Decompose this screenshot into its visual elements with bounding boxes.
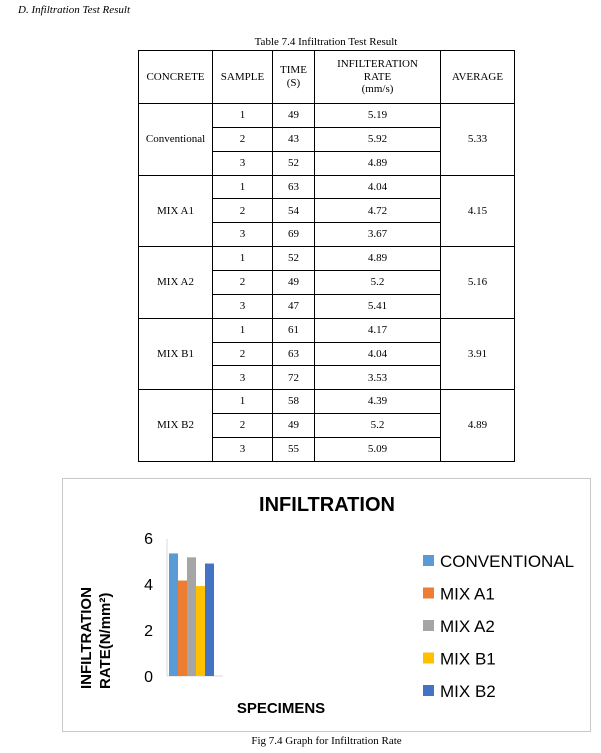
legend-label: MIX A2 xyxy=(440,617,495,636)
rate-cell: 4.39 xyxy=(315,390,441,414)
time-cell: 47 xyxy=(273,294,315,318)
infiltration-chart xyxy=(62,478,591,732)
header-average: AVERAGE xyxy=(441,51,515,104)
sample-cell: 2 xyxy=(213,199,273,223)
average-cell: 5.33 xyxy=(441,104,515,176)
table-row xyxy=(139,104,515,128)
rate-cell: 5.92 xyxy=(315,127,441,151)
legend-swatch xyxy=(423,685,434,696)
concrete-cell: MIX A1 xyxy=(139,175,213,247)
table-caption: Table 7.4 Infiltration Test Result xyxy=(254,36,398,48)
table-header-row xyxy=(139,51,515,104)
bar-mix-b1 xyxy=(196,586,205,676)
rate-cell: 4.89 xyxy=(315,151,441,175)
header-rate xyxy=(315,51,441,104)
average-cell: 5.16 xyxy=(441,247,515,319)
x-axis-title: SPECIMENS xyxy=(236,700,326,717)
time-cell: 49 xyxy=(273,104,315,128)
header-rate-line2: RATE xyxy=(363,70,392,83)
header-time xyxy=(273,51,315,104)
time-cell: 55 xyxy=(273,438,315,462)
sample-cell: 2 xyxy=(213,271,273,295)
rate-cell: 5.19 xyxy=(315,104,441,128)
header-time-line1: TIME xyxy=(280,64,307,77)
legend-label: MIX B2 xyxy=(440,682,496,701)
rate-cell: 5.2 xyxy=(315,271,441,295)
y-axis-title-line1: INFILTRATION xyxy=(78,587,95,689)
time-cell: 43 xyxy=(273,127,315,151)
time-cell: 52 xyxy=(273,247,315,271)
concrete-cell: MIX B1 xyxy=(139,318,213,390)
legend-swatch xyxy=(423,555,434,566)
infiltration-results-table xyxy=(138,50,515,462)
concrete-cell: MIX A2 xyxy=(139,247,213,319)
y-tick-label: 2 xyxy=(144,623,153,640)
bar-mix-a2 xyxy=(187,557,196,676)
concrete-cell: MIX B2 xyxy=(139,390,213,462)
sample-cell: 1 xyxy=(213,247,273,271)
header-concrete: CONCRETE xyxy=(139,51,213,104)
time-cell: 49 xyxy=(273,271,315,295)
section-heading: D. Infiltration Test Result xyxy=(18,4,131,16)
sample-cell: 3 xyxy=(213,151,273,175)
legend-swatch xyxy=(423,653,434,664)
figure-caption: Fig 7.4 Graph for Infiltration Rate xyxy=(251,735,402,747)
bar-conventional xyxy=(169,553,178,676)
legend-label: CONVENTIONAL xyxy=(440,552,575,571)
chart-canvas xyxy=(63,479,590,731)
time-cell: 58 xyxy=(273,390,315,414)
bar-mix-b2 xyxy=(205,564,214,676)
legend-swatch xyxy=(423,588,434,599)
rate-cell: 4.89 xyxy=(315,247,441,271)
rate-cell: 5.09 xyxy=(315,438,441,462)
average-cell: 4.89 xyxy=(441,390,515,462)
time-cell: 49 xyxy=(273,414,315,438)
table-row xyxy=(139,175,515,199)
rate-cell: 4.17 xyxy=(315,318,441,342)
sample-cell: 1 xyxy=(213,175,273,199)
time-cell: 52 xyxy=(273,151,315,175)
y-tick-label: 0 xyxy=(144,669,153,686)
y-axis-title-line2: RATE(N/mm²) xyxy=(97,592,114,689)
legend-swatch xyxy=(423,620,434,631)
sample-cell: 1 xyxy=(213,318,273,342)
sample-cell: 3 xyxy=(213,366,273,390)
bar-mix-a1 xyxy=(178,581,187,676)
header-rate-line1: INFILTERATION xyxy=(337,58,418,71)
time-cell: 63 xyxy=(273,175,315,199)
time-cell: 72 xyxy=(273,366,315,390)
concrete-cell: Conventional xyxy=(139,104,213,176)
y-tick-label: 4 xyxy=(144,577,153,594)
sample-cell: 3 xyxy=(213,223,273,247)
sample-cell: 2 xyxy=(213,414,273,438)
sample-cell: 3 xyxy=(213,438,273,462)
rate-cell: 4.04 xyxy=(315,175,441,199)
rate-cell: 3.53 xyxy=(315,366,441,390)
header-time-line2: (S) xyxy=(286,77,301,89)
table-row xyxy=(139,390,515,414)
rate-cell: 5.2 xyxy=(315,414,441,438)
average-cell: 4.15 xyxy=(441,175,515,247)
rate-cell: 3.67 xyxy=(315,223,441,247)
header-sample: SAMPLE xyxy=(213,51,273,104)
sample-cell: 2 xyxy=(213,127,273,151)
time-cell: 61 xyxy=(273,318,315,342)
time-cell: 69 xyxy=(273,223,315,247)
rate-cell: 5.41 xyxy=(315,294,441,318)
table-row xyxy=(139,318,515,342)
time-cell: 63 xyxy=(273,342,315,366)
sample-cell: 2 xyxy=(213,342,273,366)
sample-cell: 1 xyxy=(213,104,273,128)
y-tick-label: 6 xyxy=(144,531,153,548)
rate-cell: 4.04 xyxy=(315,342,441,366)
legend-label: MIX A1 xyxy=(440,584,495,604)
table-row xyxy=(139,247,515,271)
rate-cell: 4.72 xyxy=(315,199,441,223)
chart-title: INFILTRATION xyxy=(259,494,395,516)
average-cell: 3.91 xyxy=(441,318,515,390)
legend-label: MIX B1 xyxy=(440,649,496,669)
sample-cell: 3 xyxy=(213,294,273,318)
header-rate-line3: (mm/s) xyxy=(361,83,394,96)
sample-cell: 1 xyxy=(213,390,273,414)
time-cell: 54 xyxy=(273,199,315,223)
